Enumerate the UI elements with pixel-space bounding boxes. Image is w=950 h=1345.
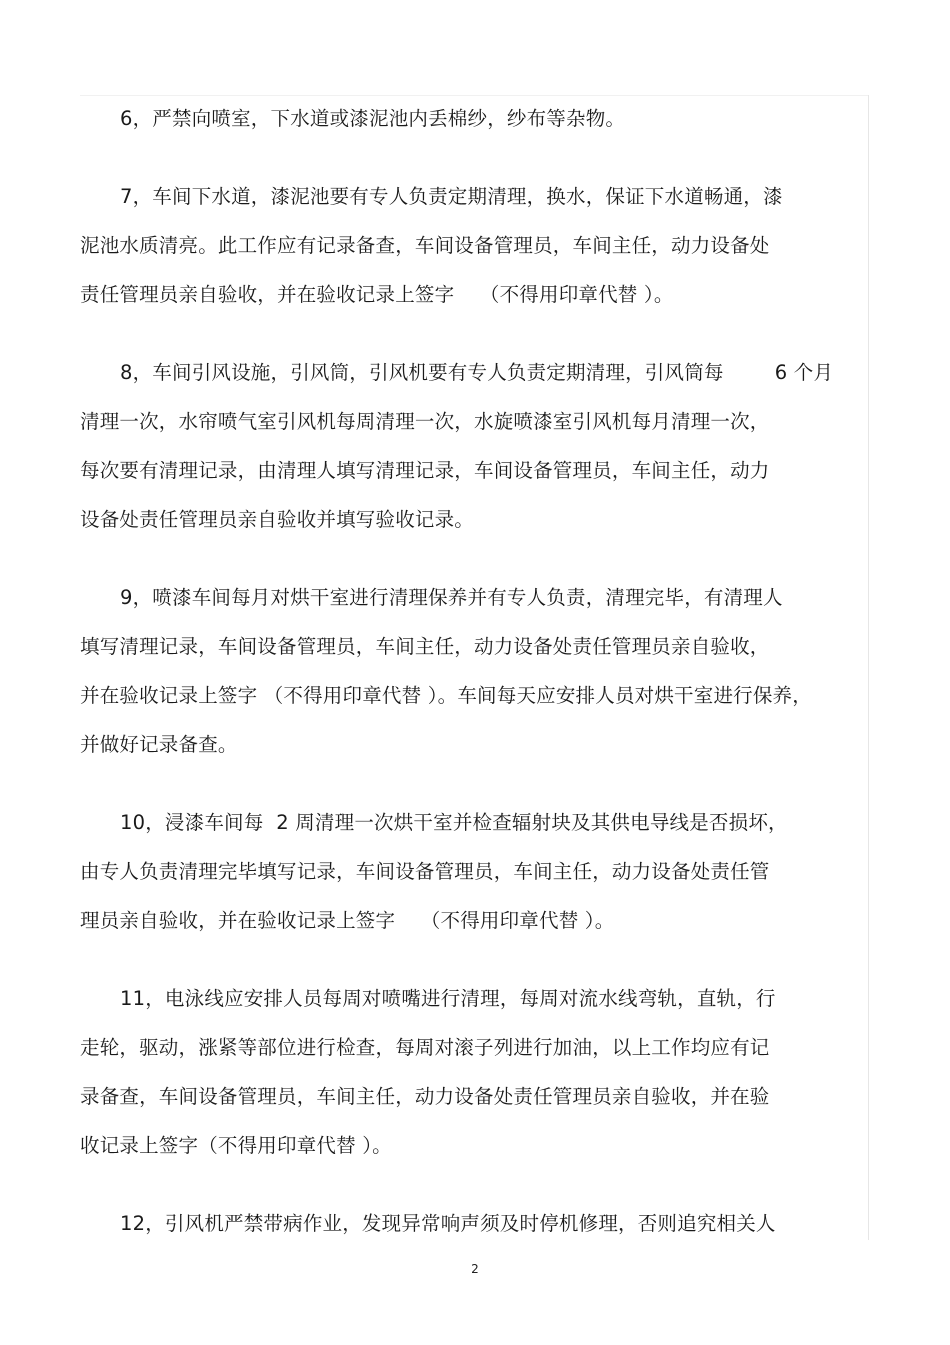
paragraph-9 [80,580,870,776]
paragraph-line: 收记录上签字（不得用印章代替 ）。 [80,1134,392,1157]
page-top-border [80,95,869,96]
paragraph-line: 走轮，驱动，涨紧等部位进行检查，每周对滚子列进行加油，以上工作均应有记 [80,1036,770,1059]
paragraph-line: 7，车间下水道，漆泥池要有专人负责定期清理，换水，保证下水道畅通，漆 [120,185,783,208]
paragraph-line: 清理一次，水帘喷气室引风机每周清理一次，水旋喷漆室引风机每月清理一次， [80,410,770,433]
paragraph-11 [80,981,870,1177]
paragraph-line: 并在验收记录上签字 （不得用印章代替 ）。车间每天应安排人员对烘干室进行保养， [80,684,812,707]
paragraph-line: 12，引风机严禁带病作业，发现异常响声须及时停机修理，否则追究相关人 [120,1212,776,1235]
paragraph-line: 并做好记录备查。 [80,733,238,756]
paragraph-line: 每次要有清理记录，由清理人填写清理记录，车间设备管理员，车间主任，动力 [80,459,770,482]
paragraph-line: 设备处责任管理员亲自验收并填写验收记录。 [80,508,475,531]
paragraph-line: 录备查，车间设备管理员，车间主任，动力设备处责任管理员亲自验收，并在验 [80,1085,770,1108]
paragraph-line: 理员亲自验收，并在验收记录上签字 （不得用印章代替 ）。 [80,909,615,932]
paragraph-line: 由专人负责清理完毕填写记录，车间设备管理员，车间主任，动力设备处责任管 [80,860,770,883]
paragraph-12 [80,1206,870,1255]
paragraph-7 [80,179,870,326]
paragraph-line: 8，车间引风设施，引风筒，引风机要有专人负责定期清理，引风筒每 6 个月 [120,361,834,384]
paragraph-10 [80,805,870,952]
page-number: 2 [471,1262,479,1276]
document-body [80,101,870,1284]
paragraph-line: 10，浸漆车间每 2 周清理一次烘干室并检查辐射块及其供电导线是否损坏， [120,811,788,834]
paragraph-8 [80,355,870,551]
paragraph-line: 11，电泳线应安排人员每周对喷嘴进行清理，每周对流水线弯轨，直轨，行 [120,987,776,1010]
paragraph-line: 责任管理员亲自验收，并在验收记录上签字 （不得用印章代替 ）。 [80,283,674,306]
paragraph-line: 6，严禁向喷室，下水道或漆泥池内丢棉纱，纱布等杂物。 [120,107,626,130]
paragraph-6 [80,101,870,150]
paragraph-line: 填写清理记录，车间设备管理员，车间主任，动力设备处责任管理员亲自验收， [80,635,770,658]
paragraph-line: 泥池水质清亮。此工作应有记录备查，车间设备管理员，车间主任，动力设备处 [80,234,770,257]
paragraph-line: 9，喷漆车间每月对烘干室进行清理保养并有专人负责，清理完毕，有清理人 [120,586,783,609]
